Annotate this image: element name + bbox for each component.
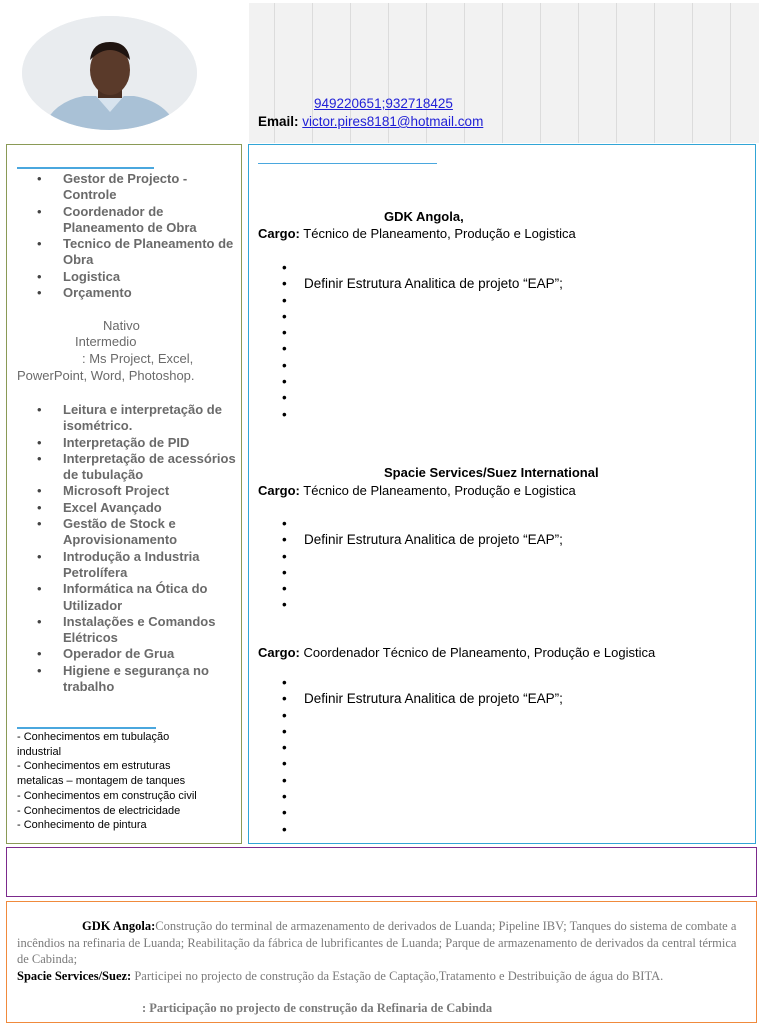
empty-section-box	[6, 847, 757, 897]
job1-bullets	[282, 260, 563, 423]
cargo-label: Cargo:	[258, 226, 300, 241]
list-item	[282, 374, 563, 390]
list-item	[282, 390, 563, 406]
list-item: • Higiene e segurança no trabalho	[17, 663, 239, 696]
cargo-label: Cargo:	[258, 645, 300, 660]
list-item	[282, 293, 563, 309]
list-item: • Definir Estrutura Analitica de projeto “EAP”;	[282, 276, 563, 292]
list-item	[282, 597, 563, 613]
list-item	[282, 822, 563, 838]
list-item: - Conhecimentos em construção civil	[17, 789, 197, 802]
list-item	[282, 724, 563, 740]
list-item: industrial	[17, 745, 62, 758]
list-item: • Orçamento	[17, 285, 239, 301]
job2-bullets	[282, 516, 563, 614]
list-item: • Microsoft Project	[17, 483, 239, 499]
software-line-2: PowerPoint, Word, Photoshop.	[17, 368, 195, 383]
gdk-label: GDK Angola:	[82, 919, 156, 933]
cargo-value: Técnico de Planeamento, Produção e Logistica	[303, 226, 576, 241]
list-item	[282, 309, 563, 325]
phone-link[interactable]: 949220651;932718425	[314, 96, 453, 111]
cabinda-project: : Participação no projecto de construção da Refinaria de Cabinda	[142, 1001, 493, 1015]
job1-company: GDK Angola,	[384, 209, 464, 224]
list-item: • Instalações e Comandos Elétricos	[17, 614, 239, 647]
list-item: • Introdução a Industria Petrolífera	[17, 549, 239, 582]
list-item: • Operador de Grua	[17, 646, 239, 662]
profile-photo	[22, 16, 197, 130]
list-item: • Definir Estrutura Analitica de projeto “EAP”;	[282, 532, 563, 548]
list-item: - Conhecimento de pintura	[17, 819, 147, 832]
email-link[interactable]: victor.pires8181@hotmail.com	[302, 114, 484, 129]
section-rule	[258, 163, 437, 164]
job2-cargo	[258, 483, 576, 498]
cargo-label: Cargo:	[258, 483, 300, 498]
list-item: • Informática na Ótica do Utilizador	[17, 581, 239, 614]
list-item	[282, 740, 563, 756]
knowledge-list	[17, 730, 197, 833]
list-item	[282, 407, 563, 423]
job3-cargo	[258, 645, 655, 660]
list-item	[282, 805, 563, 821]
list-item	[282, 675, 563, 691]
section-rule	[17, 167, 154, 169]
list-item	[282, 341, 563, 357]
projects-text	[17, 918, 750, 984]
list-item: • Interpretação de acessórios de tubulação	[17, 451, 239, 484]
job1-cargo	[258, 226, 576, 241]
list-item	[282, 516, 563, 532]
list-item: • Logistica	[17, 269, 239, 285]
list-item: • Leitura e interpretação de isométrico.	[17, 402, 239, 435]
job2-company: Spacie Services/Suez International	[384, 465, 599, 480]
list-item	[282, 581, 563, 597]
list-item: • Coordenador de Planeamento de Obra	[17, 204, 239, 237]
language-intermediate: Intermedio	[75, 334, 137, 349]
list-item: • Gestor de Projecto - Controle	[17, 171, 239, 204]
list-item: metalicas – montagem de tanques	[17, 775, 186, 788]
list-item	[282, 325, 563, 341]
list-item: • Interpretação de PID	[17, 435, 239, 451]
list-item	[282, 260, 563, 276]
courses-list	[17, 402, 239, 695]
list-item	[282, 549, 563, 565]
language-native: Nativo	[103, 318, 140, 333]
list-item: - Conhecimentos em tubulação	[17, 731, 170, 743]
list-item	[282, 565, 563, 581]
list-item: - Conhecimentos em estruturas	[17, 760, 171, 773]
list-item	[282, 773, 563, 789]
list-item	[282, 789, 563, 805]
email-label: Email:	[258, 114, 299, 129]
list-item	[282, 708, 563, 724]
list-item: - Conhecimentos de electricidade	[17, 804, 181, 817]
skills-list	[17, 171, 239, 301]
list-item: • Definir Estrutura Analitica de projeto “EAP”;	[282, 691, 563, 707]
list-item: • Gestão de Stock e Aprovisionamento	[17, 516, 239, 549]
job3-bullets	[282, 675, 563, 838]
software-line-1: : Ms Project, Excel,	[82, 351, 194, 366]
spacie-text: Participei no projecto de construção da Estação de Captação,Tratamento e Destribuição de água do BITA.	[134, 968, 664, 983]
cargo-value: Técnico de Planeamento, Produção e Logistica	[303, 483, 576, 498]
spacie-label: Spacie Services/Suez:	[17, 968, 132, 983]
gdk-text: Construção do terminal de armazenamento de derivados de Luanda; Pipeline IBV; Tanques do sistema de combate a incêndios na refinaria de Luanda; Reabilitação da fábrica de lubrificantes de Luanda; Parque de armazenamento de derivados da central térmica de Cabinda;	[17, 919, 737, 966]
email-line	[258, 114, 483, 129]
cargo-value: Coordenador Técnico de Planeamento, Produção e Logistica	[303, 645, 656, 660]
list-item	[282, 756, 563, 772]
section-rule	[17, 727, 156, 729]
list-item: • Excel Avançado	[17, 500, 239, 516]
list-item	[282, 358, 563, 374]
list-item: • Tecnico de Planeamento de Obra	[17, 236, 239, 269]
